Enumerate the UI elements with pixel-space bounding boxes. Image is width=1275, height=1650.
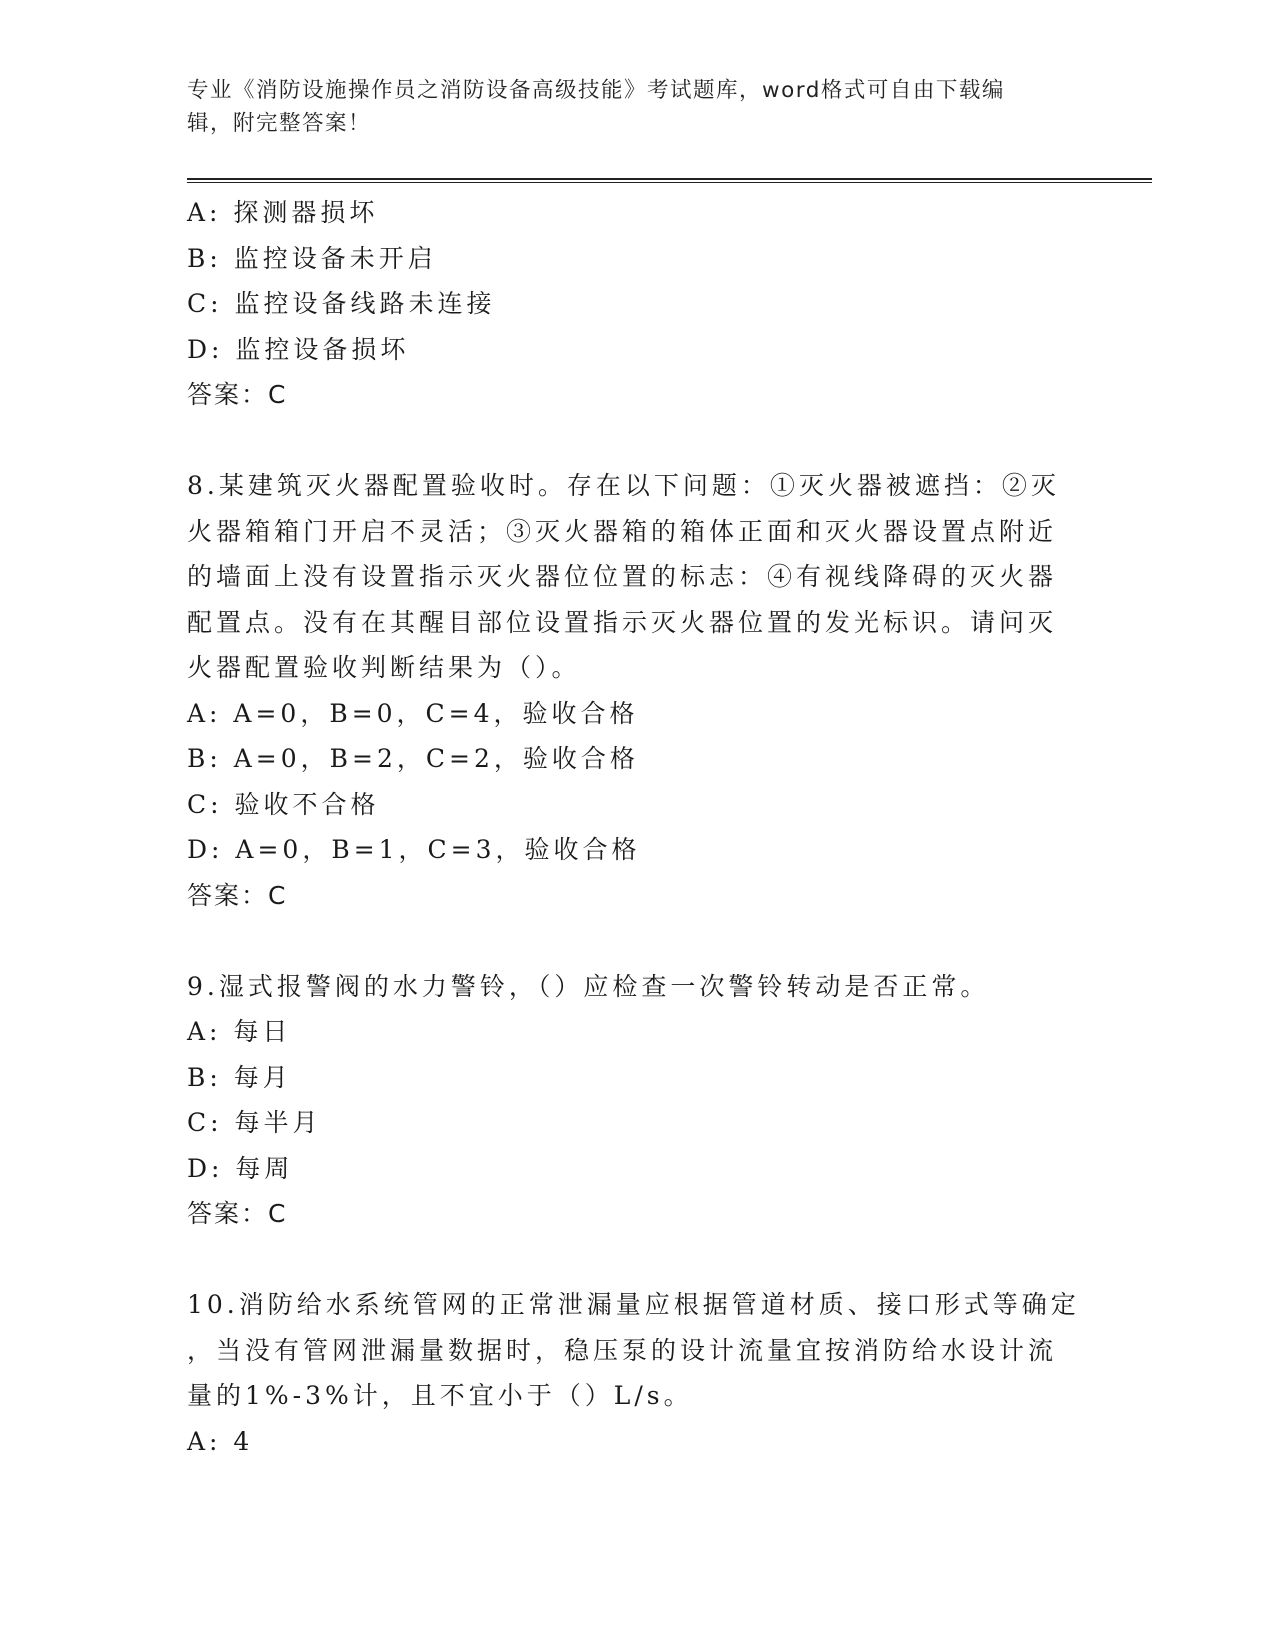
question-stem-line: ，当没有管网泄漏量数据时，稳压泵的设计流量宜按消防给水设计流 <box>187 1335 1058 1365</box>
option-c: C: 监控设备线路未连接 <box>187 289 496 318</box>
option-a: A: A=0，B=0，C=4，验收合格 <box>187 698 639 728</box>
question-9 <box>187 964 1087 1237</box>
document-header <box>187 74 1067 140</box>
answer-line: 答案：C <box>187 880 288 910</box>
option-d: D: 监控设备损坏 <box>187 334 410 364</box>
question-spacer <box>187 1237 1087 1283</box>
answer-line: 答案：C <box>187 380 288 409</box>
question-spacer <box>187 418 1087 464</box>
option-a: A: 4 <box>187 1426 254 1456</box>
question-stem-line: 9.湿式报警阀的水力警铃，（）应检查一次警铃转动是否正常。 <box>187 971 990 1001</box>
header-line-1: 专业《消防设施操作员之消防设备高级技能》考试题库，word格式可自由下载编 <box>187 78 1005 103</box>
option-d: D: 每周 <box>187 1153 294 1183</box>
question-stem-line: 的墙面上没有设置指示灭火器位位置的标志：④有视线降碍的灭火器 <box>187 562 1058 591</box>
option-b: B: 每月 <box>187 1062 292 1092</box>
question-stem-line: 火器配置验收判断结果为（）。 <box>187 653 581 682</box>
question-stem-line: 8.某建筑灭火器配置验收时。存在以下问题：①灭火器被遮挡：②灭 <box>187 471 1060 500</box>
option-b: B: 监控设备未开启 <box>187 243 437 273</box>
option-c: C: 验收不合格 <box>187 789 380 819</box>
question-stem-line: 量的1%-3%计，且不宜小于（）L/s。 <box>187 1381 693 1410</box>
question-7 <box>187 190 1087 418</box>
option-a: A: 探测器损坏 <box>187 198 379 227</box>
question-list <box>187 190 1087 1464</box>
question-stem-line: 火器箱箱门开启不灵活；③灭火器箱的箱体正面和灭火器设置点附近 <box>187 516 1058 546</box>
option-b: B: A=0，B=2，C=2，验收合格 <box>187 744 639 773</box>
header-divider <box>187 178 1152 183</box>
question-10 <box>187 1282 1087 1464</box>
option-a: A: 每日 <box>187 1017 292 1046</box>
option-d: D: A=0，B=1，C=3，验收合格 <box>187 835 641 864</box>
question-spacer <box>187 918 1087 964</box>
question-stem-line: 配置点。没有在其醒目部位设置指示灭火器位置的发光标识。请问灭 <box>187 607 1058 637</box>
header-line-2: 辑，附完整答案！ <box>187 111 372 136</box>
question-8 <box>187 463 1087 918</box>
answer-line: 答案：C <box>187 1199 288 1228</box>
question-stem-line: 10.消防给水系统管网的正常泄漏量应根据管道材质、接口形式等确定 <box>187 1290 1080 1319</box>
option-c: C: 每半月 <box>187 1108 322 1137</box>
